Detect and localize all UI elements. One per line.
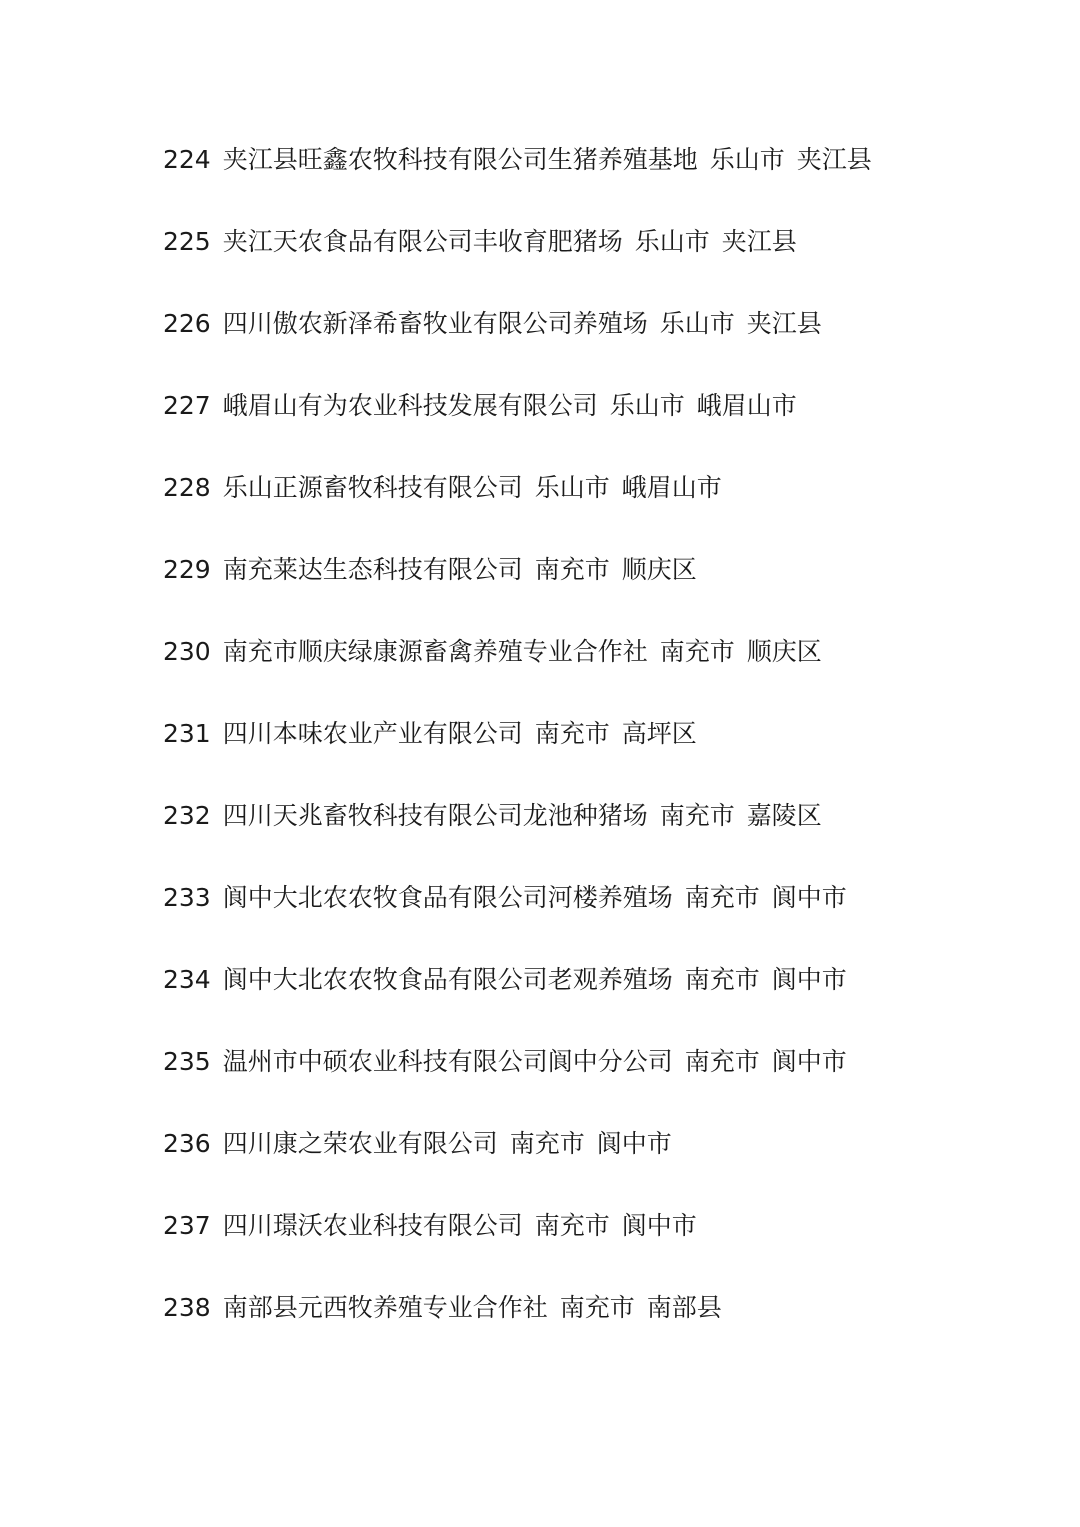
entry-city: 南充市 xyxy=(684,883,760,912)
entry-city: 南充市 xyxy=(684,1047,760,1076)
entry-number: 238 xyxy=(163,1293,211,1322)
entry-county: 峨眉山市 xyxy=(696,391,797,420)
entry-city: 南充市 xyxy=(509,1129,585,1158)
entry-city: 乐山市 xyxy=(659,309,735,338)
entry-county: 高坪区 xyxy=(621,719,697,748)
list-item xyxy=(163,796,1043,878)
entry-city: 南充市 xyxy=(534,719,610,748)
list-item xyxy=(163,960,1043,1042)
entry-name: 四川傲农新泽希畜牧业有限公司养殖场 xyxy=(222,309,648,338)
list-item xyxy=(163,1288,1043,1370)
entry-number: 235 xyxy=(163,1047,211,1076)
entry-number: 233 xyxy=(163,883,211,912)
list-item xyxy=(163,1206,1043,1288)
entry-name: 南部县元西牧养殖专业合作社 xyxy=(222,1293,548,1322)
entry-county: 夹江县 xyxy=(796,145,872,174)
list-item xyxy=(163,714,1043,796)
list-item xyxy=(163,878,1043,960)
entry-list xyxy=(163,140,1043,1370)
entry-number: 225 xyxy=(163,227,211,256)
entry-city: 南充市 xyxy=(559,1293,635,1322)
entry-name: 温州市中硕农业科技有限公司阆中分公司 xyxy=(222,1047,673,1076)
list-item xyxy=(163,550,1043,632)
entry-city: 南充市 xyxy=(659,637,735,666)
list-item xyxy=(163,468,1043,550)
entry-city: 南充市 xyxy=(684,965,760,994)
list-item xyxy=(163,386,1043,468)
list-item xyxy=(163,1042,1043,1124)
entry-number: 234 xyxy=(163,965,211,994)
list-item xyxy=(163,1124,1043,1206)
entry-name: 阆中大北农农牧食品有限公司老观养殖场 xyxy=(222,965,673,994)
entry-name: 南充莱达生态科技有限公司 xyxy=(222,555,523,584)
entry-number: 229 xyxy=(163,555,211,584)
entry-name: 乐山正源畜牧科技有限公司 xyxy=(222,473,523,502)
entry-county: 峨眉山市 xyxy=(621,473,722,502)
entry-county: 顺庆区 xyxy=(621,555,697,584)
entry-number: 226 xyxy=(163,309,211,338)
entry-name: 四川璟沃农业科技有限公司 xyxy=(222,1211,523,1240)
entry-county: 夹江县 xyxy=(721,227,797,256)
entry-number: 227 xyxy=(163,391,211,420)
entry-name: 夹江天农食品有限公司丰收育肥猪场 xyxy=(222,227,623,256)
entry-number: 237 xyxy=(163,1211,211,1240)
entry-county: 嘉陵区 xyxy=(746,801,822,830)
entry-number: 224 xyxy=(163,145,211,174)
entry-name: 四川康之荣农业有限公司 xyxy=(222,1129,498,1158)
entry-city: 南充市 xyxy=(534,555,610,584)
entry-county: 阆中市 xyxy=(771,965,847,994)
entry-county: 阆中市 xyxy=(621,1211,697,1240)
list-item xyxy=(163,140,1043,222)
entry-name: 峨眉山有为农业科技发展有限公司 xyxy=(222,391,598,420)
entry-name: 四川本味农业产业有限公司 xyxy=(222,719,523,748)
entry-county: 南部县 xyxy=(646,1293,722,1322)
entry-city: 乐山市 xyxy=(634,227,710,256)
entry-city: 南充市 xyxy=(534,1211,610,1240)
entry-city: 乐山市 xyxy=(534,473,610,502)
list-item xyxy=(163,222,1043,304)
entry-county: 阆中市 xyxy=(771,1047,847,1076)
entry-name: 夹江县旺鑫农牧科技有限公司生猪养殖基地 xyxy=(222,145,698,174)
list-item xyxy=(163,632,1043,714)
entry-number: 228 xyxy=(163,473,211,502)
entry-county: 阆中市 xyxy=(771,883,847,912)
entry-number: 232 xyxy=(163,801,211,830)
entry-number: 231 xyxy=(163,719,211,748)
entry-county: 夹江县 xyxy=(746,309,822,338)
entry-name: 阆中大北农农牧食品有限公司河楼养殖场 xyxy=(222,883,673,912)
entry-city: 乐山市 xyxy=(609,391,685,420)
entry-number: 236 xyxy=(163,1129,211,1158)
entry-county: 阆中市 xyxy=(596,1129,672,1158)
entry-county: 顺庆区 xyxy=(746,637,822,666)
entry-number: 230 xyxy=(163,637,211,666)
entry-city: 南充市 xyxy=(659,801,735,830)
list-item xyxy=(163,304,1043,386)
entry-name: 四川天兆畜牧科技有限公司龙池种猪场 xyxy=(222,801,648,830)
entry-city: 乐山市 xyxy=(709,145,785,174)
entry-name: 南充市顺庆绿康源畜禽养殖专业合作社 xyxy=(222,637,648,666)
